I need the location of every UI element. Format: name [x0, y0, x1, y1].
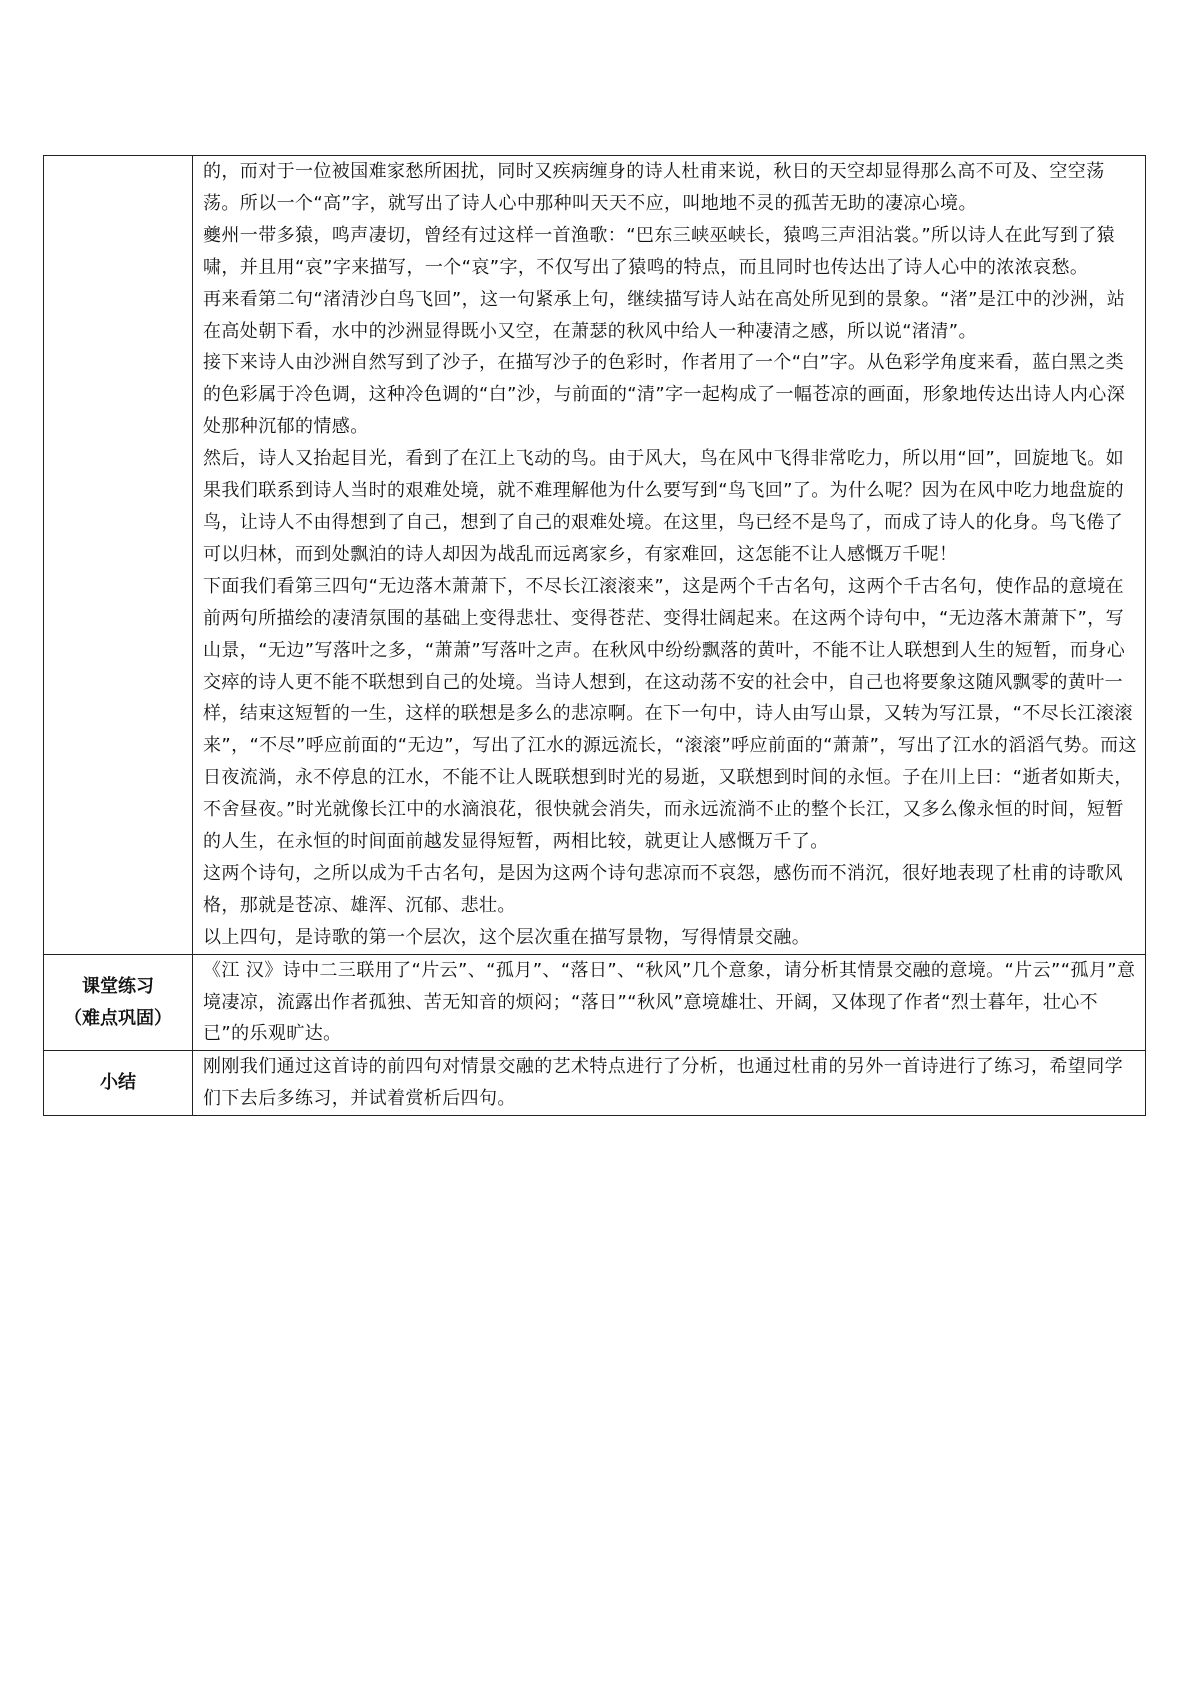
lesson-plan-table	[43, 155, 1146, 1116]
paragraph: 然后，诗人又抬起目光，看到了在江上飞动的鸟。由于风大，鸟在风中飞得非常吃力，所以用“回”，回旋地飞。如果我们联系到诗人当时的艰难处境，就不难理解他为什么要写到“鸟飞回”了。为什么呢？因为在风中吃力地盘旋的鸟，让诗人不由得想到了自己，想到了自己的艰难处境。在这里，鸟已经不是鸟了，而成了诗人的化身。鸟飞倦了可以归林，而到处飘泊的诗人却因为战乱而远离家乡，有家难回，这怎能不让人感慨万千呢！	[203, 448, 1125, 565]
paragraph: 这两个诗句，之所以成为千古名句，是因为这两个诗句悲凉而不哀怨，感伤而不消沉，很好地表现了杜甫的诗歌风格，那就是苍凉、雄浑、沉郁、悲壮。	[203, 862, 1123, 916]
table-row-analysis	[44, 156, 1146, 955]
paragraph: 《江 汉》诗中二三联用了“片云”、“孤月”、“落日”、“秋风”几个意象，请分析其情景交融的意境。“片云”“孤月”意境凄凉，流露出作者孤独、苦无知音的烦闷；“落日”“秋风”意境雄壮、开阔，又体现了作者“烈士暮年，壮心不已”的乐观旷达。	[203, 959, 1136, 1045]
paragraph: 接下来诗人由沙洲自然写到了沙子，在描写沙子的色彩时，作者用了一个“白”字。从色彩学角度来看，蓝白黑之类的色彩属于冷色调，这种冷色调的“白”沙，与前面的“清”字一起构成了一幅苍凉的画面，形象地传达出诗人内心深处那种沉郁的情感。	[203, 352, 1126, 438]
table-row-summary	[44, 1051, 1146, 1116]
paragraph: 夔州一带多猿，鸣声凄切，曾经有过这样一首渔歌：“巴东三峡巫峡长，猿鸣三声泪沾裳。”所以诗人在此写到了猿啸，并且用“哀”字来描写，一个“哀”字，不仅写出了猿鸣的特点，而且同时也传达出了诗人心中的浓浓哀愁。	[203, 224, 1116, 278]
paragraph: 再来看第二句“渚清沙白鸟飞回”，这一句紧承上句，继续描写诗人站在高处所见到的景象。“渚”是江中的沙洲，站在高处朝下看，水中的沙洲显得既小又空，在萧瑟的秋风中给人一种凄清之感，所以说“渚清”。	[203, 288, 1126, 342]
paragraph: 下面我们看第三四句“无边落木萧萧下，不尽长江滚滚来”，这是两个千古名句，这两个千古名句，使作品的意境在前两句所描绘的凄清氛围的基础上变得悲壮、变得苍茫、变得壮阔起来。在这两个诗句中，“无边落木萧萧下”，写山景，“无边”写落叶之多，“萧萧”写落叶之声。在秋风中纷纷飘落的黄叶，不能不让人联想到人生的短暂，而身心交瘁的诗人更不能不联想到自己的处境。当诗人想到，在这动荡不安的社会中，自己也将要象这随风飘零的黄叶一样，结束这短暂的一生，这样的联想是多么的悲凉啊。在下一句中，诗人由写山景，又转为写江景，“不尽长江滚滚来”，“不尽”呼应前面的“无边”，写出了江水的源远流长，“滚滚”呼应前面的“萧萧”，写出了江水的滔滔气势。而这日夜流淌，永不停息的江水，不能不让人既联想到时光的易逝，又联想到时间的永恒。子在川上曰：“逝者如斯夫，不舍昼夜。”时光就像长江中的水滴浪花，很快就会消失，而永远流淌不止的整个长江，又多么像永恒的时间，短暂的人生，在永恒的时间面前越发显得短暂，两相比较，就更让人感慨万千了。	[203, 575, 1137, 853]
paragraph: 刚刚我们通过这首诗的前四句对情景交融的艺术特点进行了分析，也通过杜甫的另外一首诗进行了练习，希望同学们下去后多练习，并试着赏析后四句。	[203, 1056, 1123, 1110]
row-label-summary: 小结	[100, 1072, 136, 1094]
row-label-cell	[44, 1051, 193, 1116]
row-label-cell	[44, 156, 193, 955]
row-sublabel-practice: （难点巩固）	[64, 1007, 172, 1029]
paragraph: 的，而对于一位被国难家愁所困扰，同时又疾病缠身的诗人杜甫来说，秋日的天空却显得那么高不可及、空空荡荡。所以一个“高”字，就写出了诗人心中那种叫天天不应，叫地地不灵的孤苦无助的凄凉心境。	[203, 161, 1105, 214]
analysis-content-cell	[193, 156, 1146, 955]
row-label-practice: 课堂练习	[82, 975, 154, 997]
table-row-practice	[44, 954, 1146, 1051]
practice-content-cell	[193, 954, 1146, 1051]
row-label-cell	[44, 954, 193, 1051]
paragraph: 以上四句，是诗歌的第一个层次，这个层次重在描写景物，写得情景交融。	[203, 926, 811, 948]
summary-content-cell	[193, 1051, 1146, 1116]
